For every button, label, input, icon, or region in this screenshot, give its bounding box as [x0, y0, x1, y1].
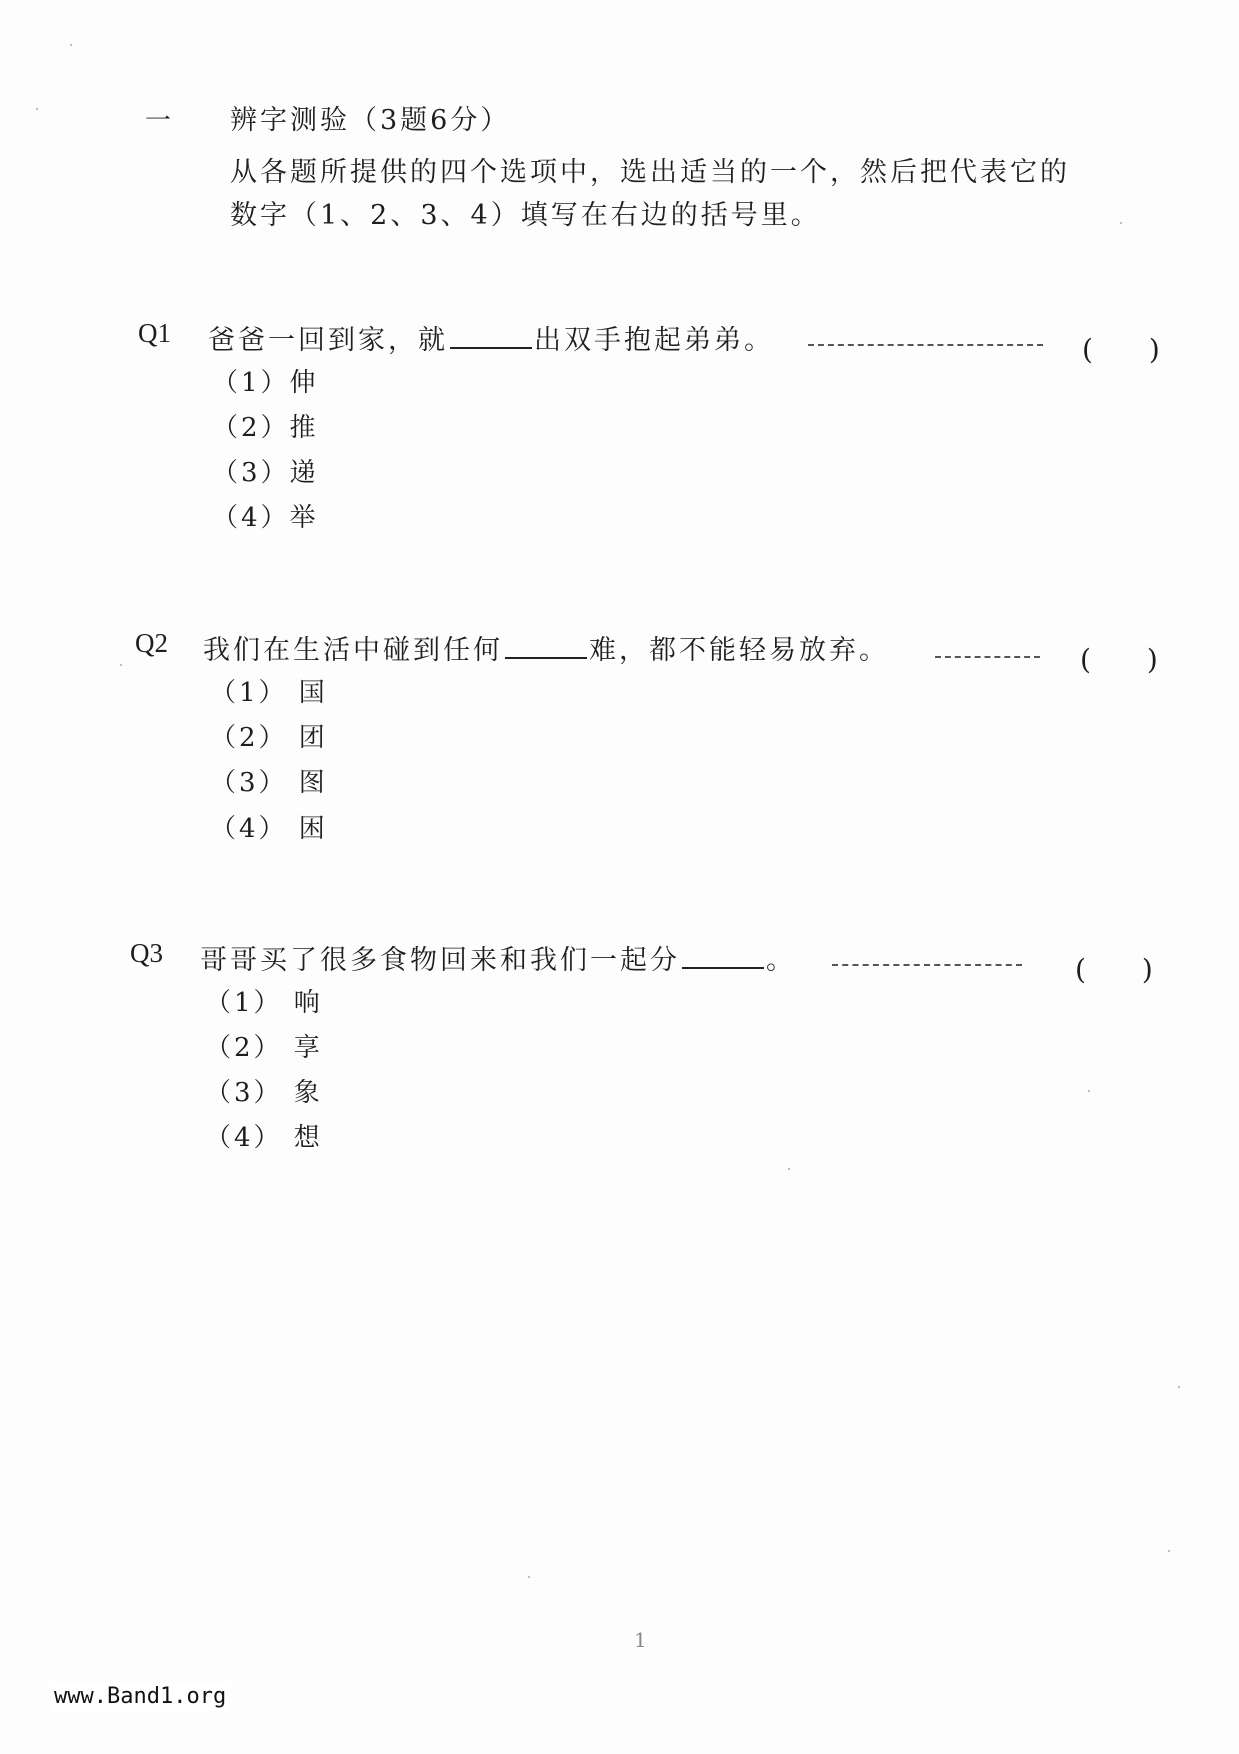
scan-speck	[528, 1576, 530, 1578]
scan-speck	[1120, 222, 1122, 224]
option-2: （2）推	[212, 413, 319, 443]
question-label: Q1	[138, 318, 171, 348]
option-3: （3）递	[212, 458, 319, 488]
question-label: Q3	[130, 938, 163, 968]
leader-dashes	[832, 964, 1022, 966]
option-4: （4）举	[212, 503, 319, 533]
option-4: （4） 困	[210, 814, 328, 844]
question-text-before: 我们在生活中碰到任何	[203, 635, 503, 666]
leader-dashes	[935, 656, 1040, 658]
question-text-before: 哥哥买了很多食物回来和我们一起分	[200, 945, 680, 976]
answer-parentheses: ( )	[1075, 953, 1153, 986]
option-2: （2） 团	[210, 723, 328, 753]
answer-parentheses: ( )	[1082, 333, 1160, 366]
section-number: 一	[145, 106, 174, 136]
leader-dashes	[808, 344, 1043, 346]
option-3: （3） 象	[205, 1078, 323, 1108]
instruction-line-2: 数字（1、2、3、4）填写在右边的括号里。	[230, 200, 821, 231]
scan-speck	[36, 108, 38, 110]
option-2: （2） 享	[205, 1033, 323, 1063]
answer-parentheses: ( )	[1080, 643, 1158, 676]
option-1: （1） 响	[205, 988, 323, 1018]
question-text-before: 爸爸一回到家，就	[208, 325, 448, 356]
question-label: Q2	[135, 628, 168, 658]
page-number: 1	[634, 1628, 647, 1652]
question-text	[200, 938, 796, 977]
question-text	[208, 318, 774, 357]
answer-blank	[450, 327, 532, 349]
question-text-after: 。	[766, 945, 796, 976]
question-text-after: 出双手抱起弟弟。	[534, 325, 774, 356]
answer-blank	[682, 947, 764, 969]
option-4: （4） 想	[205, 1123, 323, 1153]
scan-speck	[1168, 1550, 1170, 1552]
footer-website: www.Band1.org	[50, 1682, 230, 1711]
answer-blank	[505, 637, 587, 659]
question-text-after: 难，都不能轻易放弃。	[589, 635, 889, 666]
scan-speck	[1178, 1386, 1180, 1388]
option-3: （3） 图	[210, 768, 328, 798]
scan-speck	[70, 44, 72, 46]
scan-speck	[788, 1168, 790, 1170]
scan-speck	[120, 664, 122, 666]
section-title: 辨字测验（3题6分）	[230, 105, 511, 136]
question-text	[203, 628, 889, 667]
instruction-line-1: 从各题所提供的四个选项中，选出适当的一个，然后把代表它的	[230, 157, 1070, 188]
option-1: （1） 国	[210, 678, 328, 708]
scan-speck	[1088, 1090, 1090, 1092]
option-1: （1）伸	[212, 368, 319, 398]
